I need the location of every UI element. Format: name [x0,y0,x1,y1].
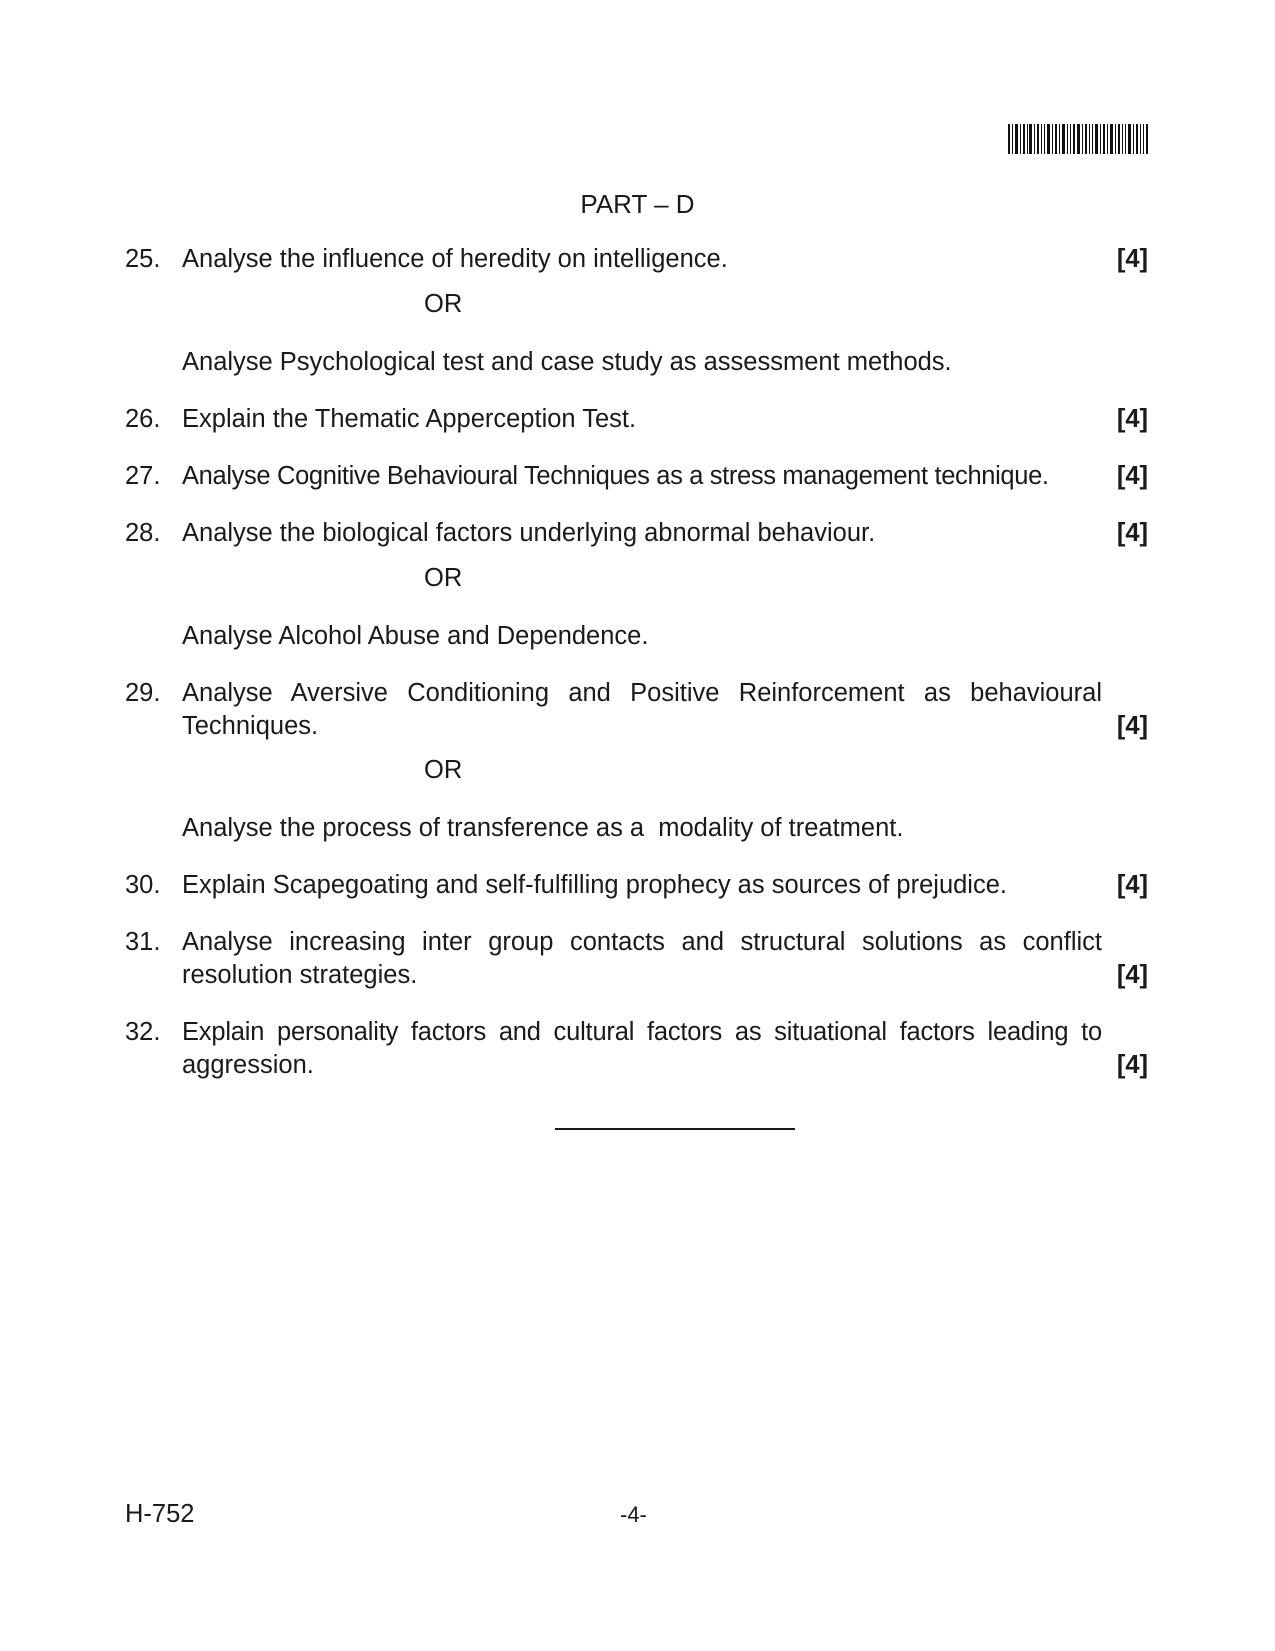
question-text-line-1: Analyse Aversive Conditioning and Positive Reinforcement as behavioural [182,679,1102,707]
question-number: 28. [125,519,161,547]
question-text: Analyse the influence of heredity on intelligence. [182,245,728,273]
page-number: -4- [620,1502,647,1527]
paper-code: H-752 [125,1500,195,1528]
or-label: OR [424,564,463,592]
marks-label: [4] [1116,245,1148,273]
question-text: Explain Scapegoating and self-fulfilling prophecy as sources of prejudice. [182,871,1007,899]
barcode [1008,124,1148,154]
marks-label: [4] [1116,462,1148,490]
marks-label: [4] [1116,1051,1148,1079]
question-text: Analyse Cognitive Behavioural Techniques as a stress management technique. [182,462,1049,490]
marks-label: [4] [1116,519,1148,547]
question-text-line-1: Analyse increasing inter group contacts and structural solutions as conflict [182,928,1102,956]
alternative-question-text: Analyse Psychological test and case study as assessment methods. [182,348,952,376]
question-number: 31. [125,928,161,956]
marks-label: [4] [1116,871,1148,899]
question-number: 25. [125,245,161,273]
question-number: 29. [125,679,161,707]
question-number: 30. [125,871,161,899]
or-label: OR [424,756,463,784]
question-text-line-2: resolution strategies. [182,961,418,989]
end-of-paper-rule [555,1128,795,1130]
marks-label: [4] [1116,712,1148,740]
question-text: Explain the Thematic Apperception Test. [182,405,637,433]
alternative-question-text: Analyse Alcohol Abuse and Dependence. [182,622,649,650]
question-text: Analyse the biological factors underlying abnormal behaviour. [182,519,876,547]
question-text-line-2: Techniques. [182,712,319,740]
question-number: 27. [125,462,161,490]
marks-label: [4] [1116,961,1148,989]
or-label: OR [424,290,463,318]
part-title: PART – D [580,189,695,219]
question-number: 26. [125,405,161,433]
question-number: 32. [125,1018,161,1046]
alternative-question-text: Analyse the process of transference as a modality of treatment. [182,814,904,842]
question-text-line-2: aggression. [182,1051,314,1079]
question-text-line-1: Explain personality factors and cultural factors as situational factors leading to [182,1018,1102,1046]
marks-label: [4] [1116,405,1148,433]
